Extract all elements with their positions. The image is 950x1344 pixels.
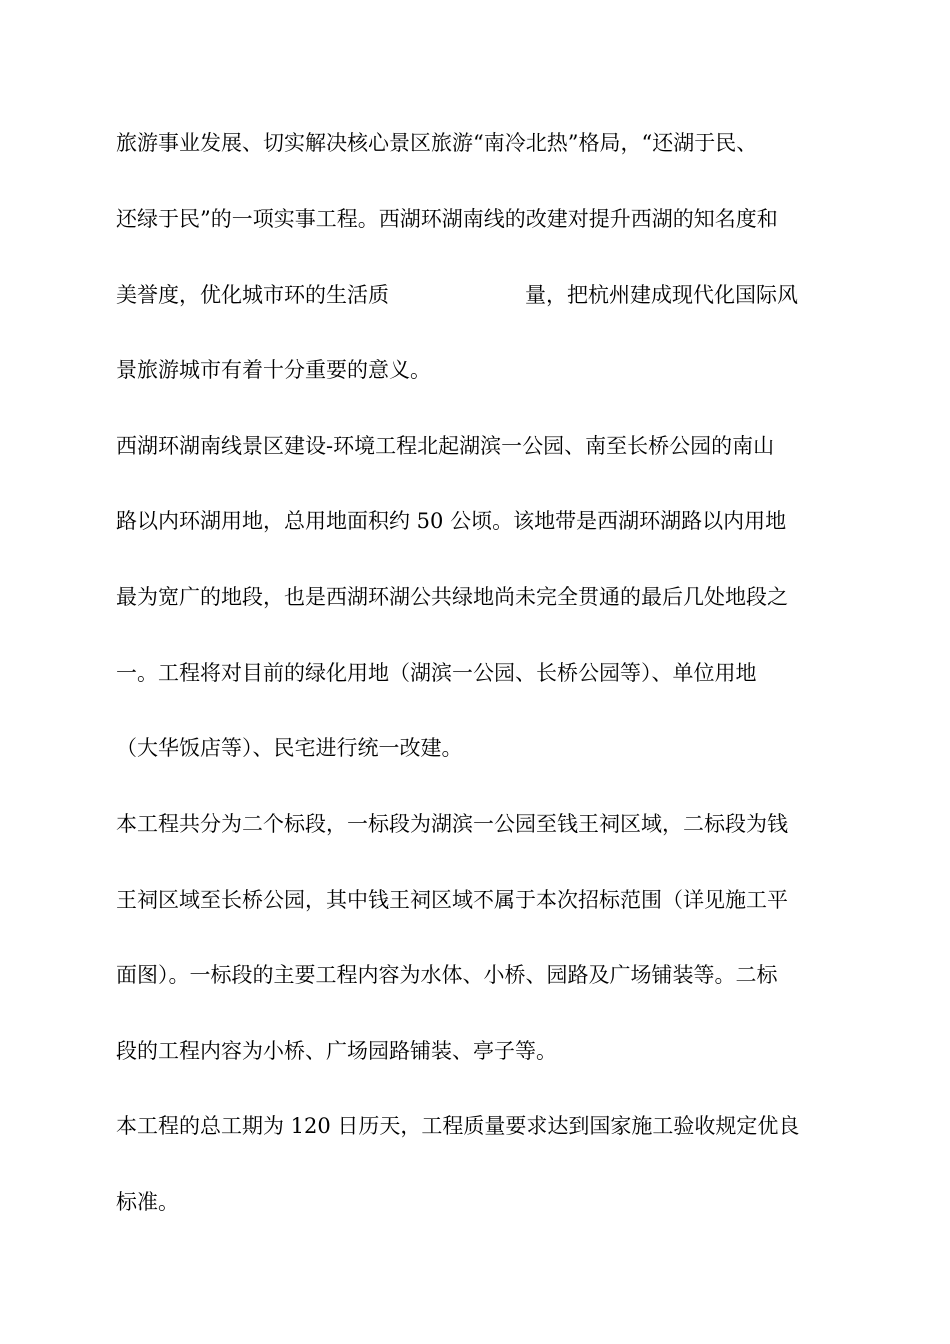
text-line: 一。工程将对目前的绿化用地（湖滨一公园、长桥公园等）、单位用地 (116, 661, 757, 685)
text-line: 本工程共分为二个标段，一标段为湖滨一公园至钱王祠区域，二标段为钱 (116, 812, 788, 836)
text-line: （大华饭店等）、民宅进行统一改建。 (116, 736, 463, 760)
text-line: 本工程的总工期为 120 日历天，工程质量要求达到国家施工验收规定优良 (116, 1114, 800, 1138)
text-line: 还绿于民”的一项实事工程。西湖环湖南线的改建对提升西湖的知名度和 (116, 207, 778, 231)
text-line: 路以内环湖用地，总用地面积约 50 公顷。该地带是西湖环湖路以内用地 (116, 509, 787, 533)
text-line: 标准。 (116, 1190, 179, 1214)
text-line: 西湖环湖南线景区建设-环境工程北起湖滨一公园、南至长桥公园的南山 (116, 434, 775, 458)
text-fragment: 量，把杭州建成现代化国际风 (525, 283, 798, 307)
text-line (116, 280, 836, 310)
text-line: 旅游事业发展、切实解决核心景区旅游“南冷北热”格局，“还湖于民、 (116, 131, 758, 155)
text-line: 景旅游城市有着十分重要的意义。 (116, 358, 431, 382)
text-line: 段的工程内容为小桥、广场园路铺装、亭子等。 (116, 1039, 557, 1063)
text-line: 最为宽广的地段，也是西湖环湖公共绿地尚未完全贯通的最后几处地段之 (116, 585, 788, 609)
text-fragment: 美誉度，优化城市环的生活质 (116, 283, 389, 307)
text-line: 王祠区域至长桥公园，其中钱王祠区域不属于本次招标范围（详见施工平 (116, 888, 788, 912)
text-line: 面图）。一标段的主要工程内容为水体、小桥、园路及广场铺装等。二标 (116, 963, 778, 987)
